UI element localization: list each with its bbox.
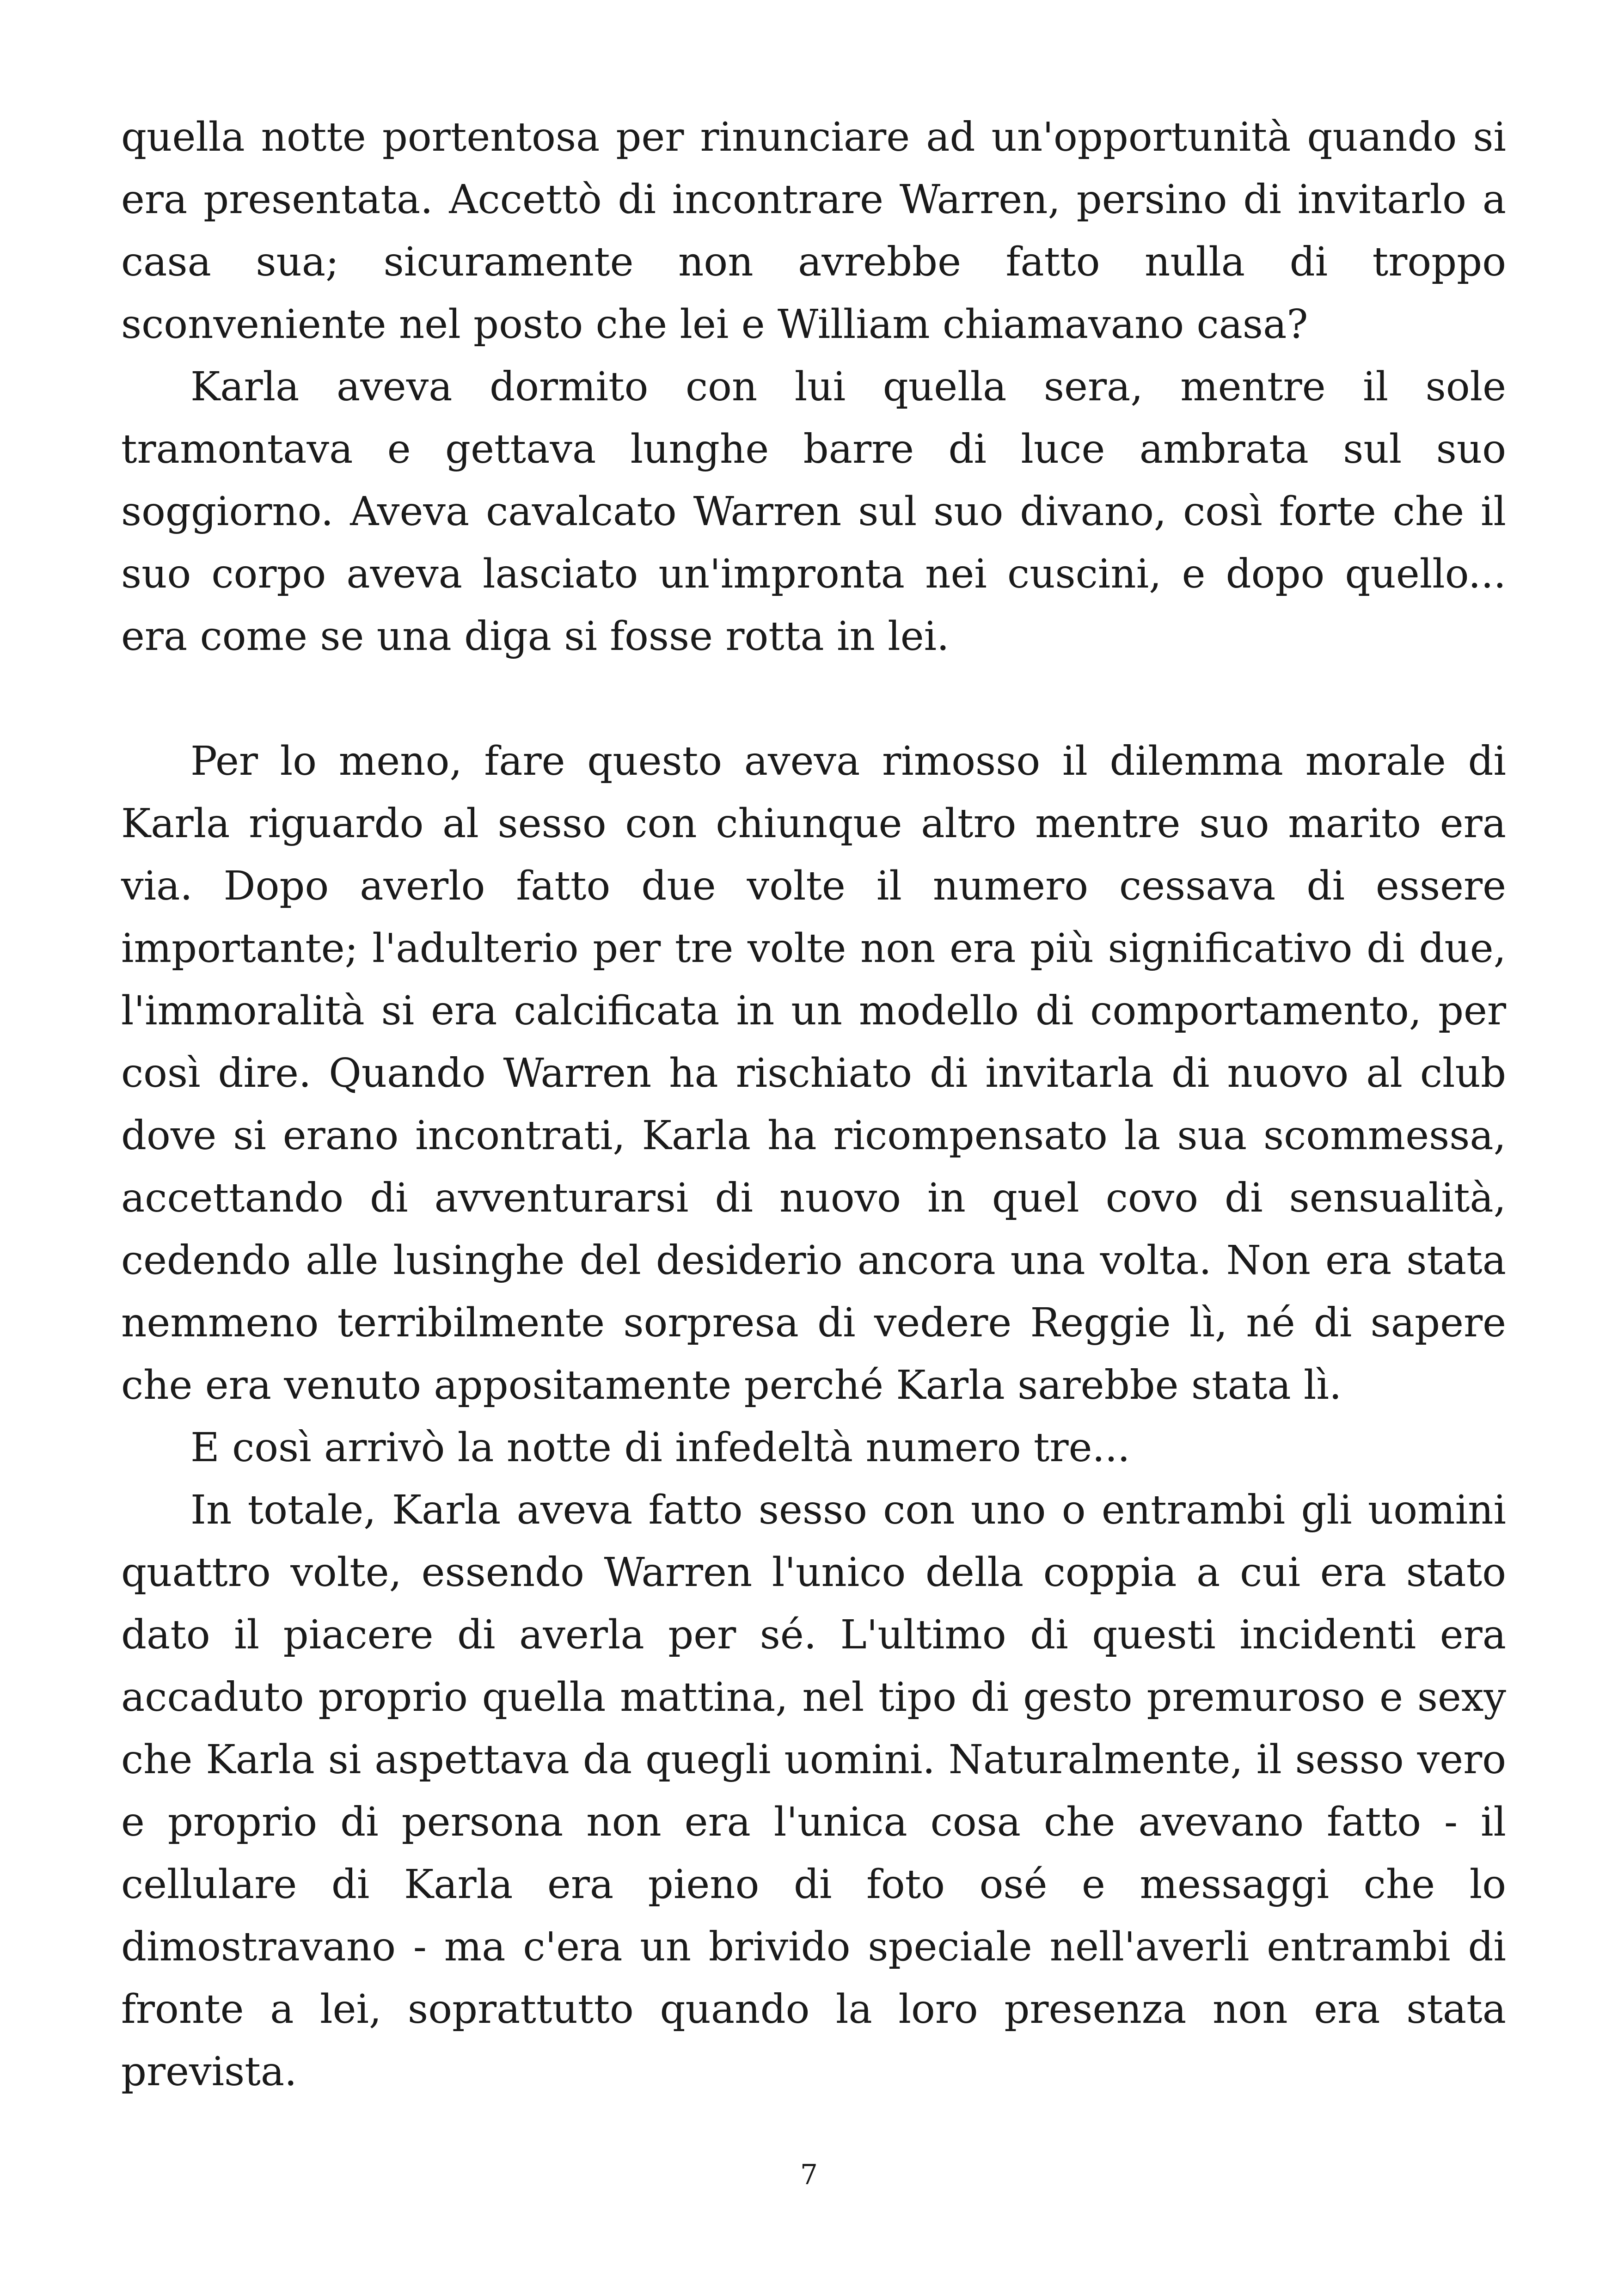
body-text (121, 106, 1506, 2103)
paragraph-5: In totale, Karla aveva fatto sesso con uno o entrambi gli uomini quattro volte, essendo Warren l'unico della coppia a cui era stato dato il piacere di averla per sé. L'ultimo di questi incidenti era accaduto proprio quella mattina, nel tipo di gesto premuroso e sexy che Karla si aspettava da quegli uomini. Naturalmente, il sesso vero e proprio di persona non era l'unica cosa che avevano fatto - il cellulare di Karla era pieno di foto osé e messaggi che lo dimostravano - ma c'era un brivido speciale nell'averli entrambi di fronte a lei, soprattutto quando la loro presenza non era stata prevista. (121, 1487, 1506, 2095)
paragraph-2: Karla aveva dormito con lui quella sera, mentre il sole tramontava e gettava lunghe barre di luce ambrata sul suo soggiorno. Aveva cavalcato Warren sul suo divano, così forte che il suo corpo aveva lasciato un'impronta nei cuscini, e dopo quello... era come se una diga si fosse rotta in lei. (121, 364, 1506, 660)
paragraph-4: E così arrivò la notte di infedeltà numero tre... (190, 1425, 1130, 1471)
paragraph-1: quella notte portentosa per rinunciare ad un'opportunità quando si era presentata. Accettò di incontrare Warren, persino di invitarlo a casa sua; sicuramente non avrebbe fatto nulla di troppo sconveniente nel posto che lei e William chiamavano casa? (121, 114, 1506, 348)
paragraph-3: Per lo meno, fare questo aveva rimosso il dilemma morale di Karla riguardo al sesso con chiunque altro mentre suo marito era via. Dopo averlo fatto due volte il numero cessava di essere importante; l'adulterio per tre volte non era più significativo di due, l'immoralità si era calcificata in un modello di comportamento, per così dire. Quando Warren ha rischiato di invitarla di nuovo al club dove si erano incontrati, Karla ha ricompensato la sua scommessa, accettando di avventurarsi di nuovo in quel covo di sensualità, cedendo alle lusinghe del desiderio ancora una volta. Non era stata nemmeno terribilmente sorpresa di vedere Reggie lì, né di sapere che era venuto appositamente perché Karla sarebbe stata lì. (121, 738, 1506, 1408)
page-number: 7 (800, 2159, 818, 2191)
